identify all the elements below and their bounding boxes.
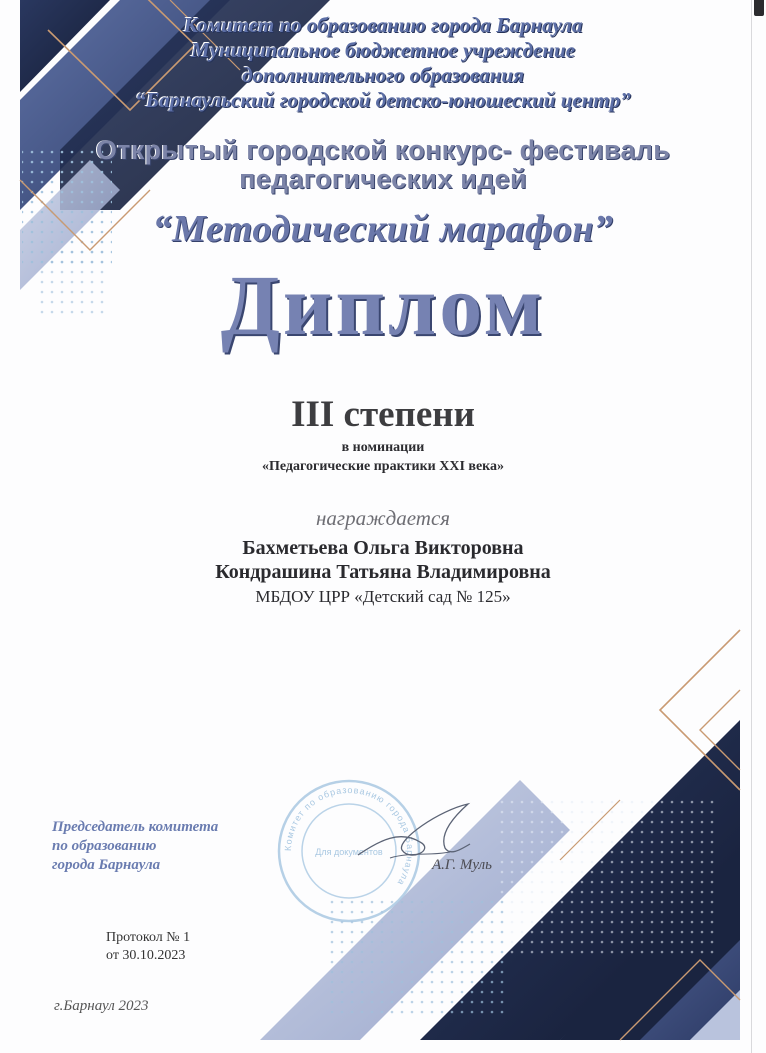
signatory-position: Председатель комитета по образованию города Барнаула [52,819,219,873]
stamp-outer-text: Комитет по образованию города Барнаула [282,784,416,888]
recipient-name-2: Кондрашина Татьяна Владимировна [215,561,551,583]
recipient-institution: МБДОУ ЦРР «Детский сад № 125» [255,587,511,606]
org-line-committee: Комитет по образованию города Барнаула [183,13,583,37]
contest-title-line1: Открытый городской конкурс- фестиваль [95,135,671,165]
org-line-education: дополнительного образования [242,63,524,87]
protocol-info: Протокол № 1 от 30.10.2023 [106,930,191,963]
bottom-right-dots [500,800,720,960]
diploma-degree: III степени [291,394,475,435]
recipient-name-1: Бахметьева Ольга Викторовна [242,537,524,559]
signatory-name: А.Г. Муль [432,857,492,873]
org-line-center-name: “Барнаульский городской детско-юношеский центр” [135,88,631,112]
diploma-title: Диплом [220,257,546,353]
org-line-institution-type: Муниципальное бюджетное учреждение [190,38,576,62]
city-year: г.Барнаул 2023 [54,998,149,1014]
nomination-label: в номинации [341,440,425,455]
contest-title-line2: педагогических идей [239,164,527,194]
awarded-label: награждается [315,506,451,530]
contest-name: “Методический марафон” [152,208,614,250]
stamp-inner-text: Для документов [315,847,383,857]
nomination-name: «Педагогические практики XXI века» [261,459,505,474]
